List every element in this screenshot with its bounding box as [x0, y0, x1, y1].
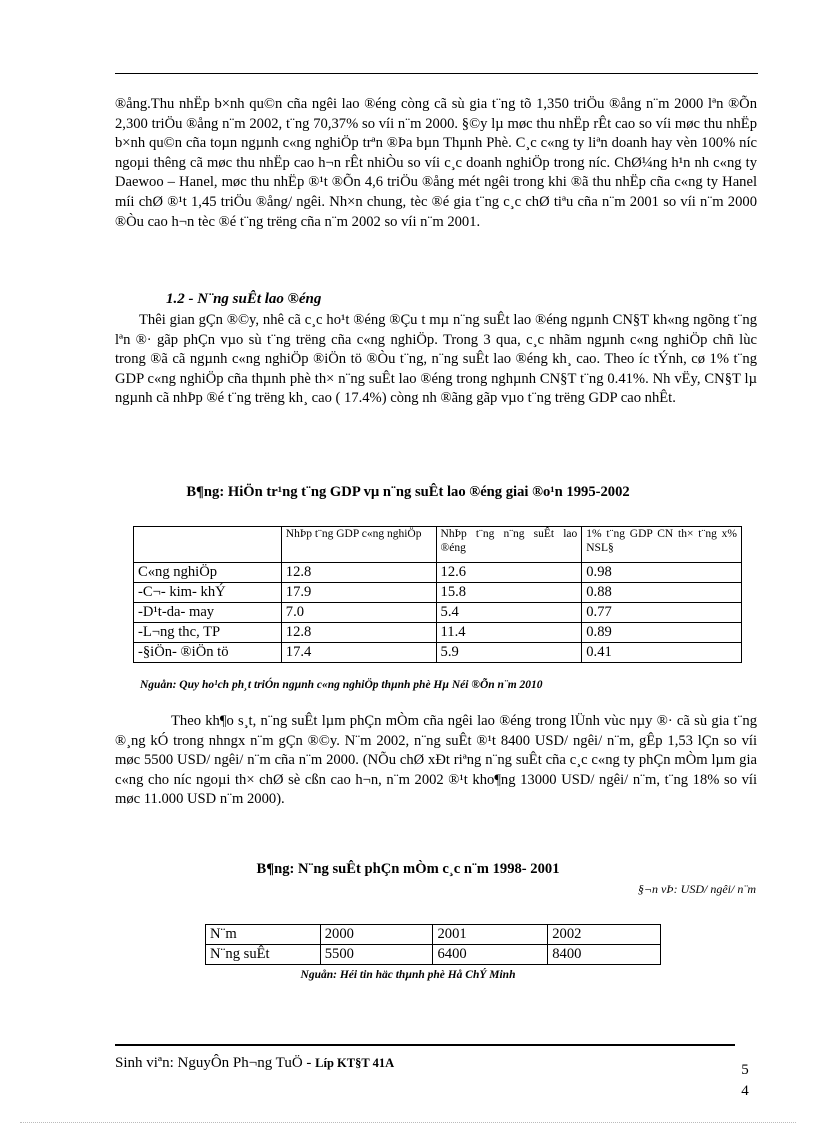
table-cell: 12.8	[281, 563, 436, 583]
paragraph-software: Theo kh¶o s¸t, n¨ng suÊt lµm phÇn mÒm cña ngêi lao ®éng trong lÜnh vùc nµy ®· cã sù gia t¨ng ®¸ng kÓ trong nhngx n¨m gÇn ®©y. N¨m 2002, n¨ng suÊt ®¹t 8400 USD/ ngêi/ n¨m, gÊp 1,53 lÇn so víi møc 5500 USD/ ngêi/ n¨m cña n¨m 2000. (NÕu chØ xÐt riªng n¨ng suÊt cña c¸c c«ng ty phÇn mÒm lµm gia c«ng cho níc ngoµi th× chØ sè cßn cao h¬n, n¨m 2002 ®¹t kho¶ng 13000 USD/ ngêi/ n¨m, t¨ng 18% so víi møc 11.000 USD n¨m 2000).	[115, 713, 757, 808]
table-row	[206, 945, 661, 965]
table-cell: 11.4	[436, 623, 582, 643]
page-number	[738, 1060, 752, 1102]
table-row	[134, 583, 742, 603]
table-cell: 17.9	[281, 583, 436, 603]
table-header-row	[134, 527, 742, 563]
table-header-empty	[134, 527, 282, 563]
table-cell: 15.8	[436, 583, 582, 603]
page-digit: 5	[741, 1062, 749, 1078]
table-cell: 0.98	[582, 563, 742, 583]
table-cell: 6400	[433, 945, 548, 965]
table-header-row	[206, 925, 661, 945]
table-row	[134, 563, 742, 583]
table-header-cell: NhÞp t¨ng n¨ng suÊt lao ®éng	[436, 527, 582, 563]
header-rule	[115, 73, 758, 74]
paragraph-productivity: Thêi gian gÇn ®©y, nhê cã c¸c ho¹t ®éng ®Çu t mµ n¨ng suÊt lao ®éng ngµnh CN§T kh«ng ngõng t¨ng lªn ®· gãp phÇn vµo sù t¨ng trëng cña c«ng nghiÖp. Trong 3 qua, c¸c nhãm ngµnh c«ng nghiÖp chñ lùc trong ®ã cã ngµnh c«ng nghiÖp ®iÖn tö ®Òu t¨ng, n¨ng suÊt lao ®éng kh¸ cao. Theo íc tÝnh, cø 1% t¨ng GDP c«ng nghiÖp cña thµnh phè th× n¨ng suÊt lao ®éng trong nghµnh CN§T t¨ng 0.41%. Nh vËy, CN§T lµ ngµnh cã nhÞp ®é t¨ng trëng kh¸ cao ( 17.4%) còng nh ®ãng gãp vµo t¨ng trëng GDP cao nhÊt.	[115, 312, 757, 407]
row-label: N¨ng suÊt	[206, 945, 321, 965]
gdp-productivity-table	[133, 526, 742, 663]
class-label: Líp KT§T 41A	[315, 1056, 395, 1070]
table-cell: 0.88	[582, 583, 742, 603]
row-label: N¨m	[206, 925, 321, 945]
row-label: -C¬- kim- khÝ	[134, 583, 282, 603]
table-cell: 7.0	[281, 603, 436, 623]
year-cell: 2001	[433, 925, 548, 945]
footer-text	[115, 1055, 394, 1072]
year-cell: 2002	[548, 925, 661, 945]
table-row	[134, 623, 742, 643]
table2-title: B¶ng: N¨ng suÊt phÇn mÒm c¸c n¨m 1998- 2001	[256, 861, 560, 877]
row-label: -§iÖn- ®iÖn tö	[134, 643, 282, 663]
software-productivity-table	[205, 924, 661, 965]
table-cell: 17.4	[281, 643, 436, 663]
table-cell: 12.8	[281, 623, 436, 643]
student-name: Sinh viªn: NguyÔn Ph¬ng TuÖ -	[115, 1055, 316, 1071]
table-cell: 5.9	[436, 643, 582, 663]
section-heading: 1.2 - N¨ng suÊt lao ®éng	[166, 291, 322, 307]
table-header-cell: NhÞp t¨ng GDP c«ng nghiÖp	[281, 527, 436, 563]
row-label: -L¬ng thc, TP	[134, 623, 282, 643]
table2-unit: §¬n vÞ: USD/ ngêi/ n¨m	[637, 882, 756, 896]
table1-title: B¶ng: HiÖn tr¹ng t¨ng GDP vµ n¨ng suÊt lao ®éng giai ®o¹n 1995-2002	[186, 484, 630, 500]
table-cell: 0.89	[582, 623, 742, 643]
footer-rule	[115, 1044, 735, 1046]
row-label: -D¹t-da- may	[134, 603, 282, 623]
table-cell: 0.77	[582, 603, 742, 623]
table-row	[134, 603, 742, 623]
table-cell: 5.4	[436, 603, 582, 623]
table-header-cell: 1% t¨ng GDP CN th× t¨ng x% NSL§	[582, 527, 742, 563]
table-row	[134, 643, 742, 663]
page-digit: 4	[741, 1083, 749, 1099]
table-cell: 5500	[320, 945, 433, 965]
table-cell: 0.41	[582, 643, 742, 663]
table1-source: Nguån: Quy ho¹ch ph¸t triÓn ngµnh c«ng nghiÖp thµnh phè Hµ Néi ®Õn n¨m 2010	[140, 679, 543, 691]
table-cell: 8400	[548, 945, 661, 965]
table2-source: Nguån: Héi tin häc thµnh phè Hå ChÝ Minh	[300, 969, 516, 981]
row-label: C«ng nghiÖp	[134, 563, 282, 583]
table-cell: 12.6	[436, 563, 582, 583]
paragraph-income: ®ång.Thu nhËp b×nh qu©n cña ngêi lao ®éng còng cã sù gia t¨ng tõ 1,350 triÖu ®ång n¨m 2000 lªn ®Õn 2,300 triÖu ®ång n¨m 2002, t¨ng 70,37% so víi n¨m 2000. §©y lµ møc thu nhËp rÊt cao so víi møc thu nhËp b×nh qu©n cña toµn ngµnh c«ng nghiÖp trªn ®Þa bµn Thµnh Phè. C¸c c«ng ty liªn doanh hay vèn 100% níc ngoµi thêng cã møc thu nhËp cao h¬n rÊt nhiÒu so víi c¸c doanh nghiÖp trong níc. ChØ¼ng h¹n nh c«ng ty Daewoo – Hanel, møc thu nhËp ®¹t ®Õn 4,6 triÖu ®ång mét ngêi trong khi ®ã thu nhËp cña c«ng ty Hanel míi chØ ®¹t 1,45 triÖu ®ång/ ngêi. Nh×n chung, tèc ®é gia t¨ng c¸c chØ tiªu cña n¨m 2001 so víi n¨m 2000 ®Òu cao h¬n tèc ®é t¨ng trëng cña n¨m 2002 so víi n¨m 2001.	[115, 96, 757, 230]
year-cell: 2000	[320, 925, 433, 945]
